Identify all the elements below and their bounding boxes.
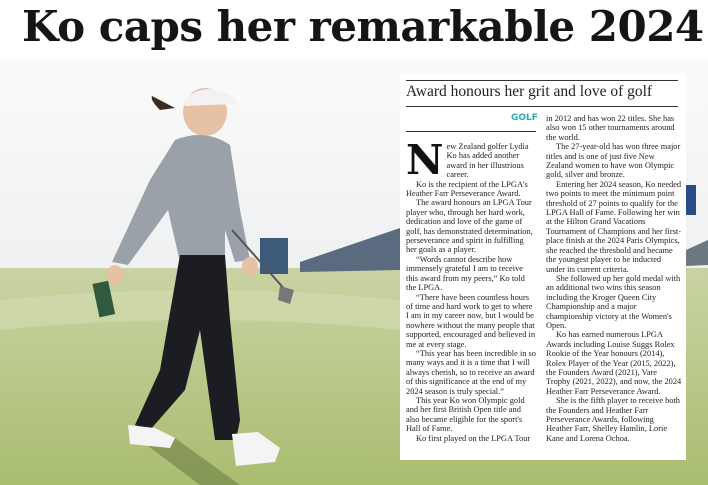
section-rule — [406, 131, 536, 132]
paragraph: The 27-year-old has won three major titles and is one of just five New Zealand women to have won Olympic gold, silver and bronze. — [546, 142, 681, 180]
subhead: Award honours her grit and love of golf — [406, 83, 653, 100]
paragraph: “This year has been incredible in so many ways and it is a time that I will always cherish, so to receive an award of this significance at the end of my 2024 season is truly special.” — [406, 348, 536, 396]
article-column-1 — [406, 136, 536, 443]
paragraph: ew Zealand golfer Lydia Ko has added another award in her illustrious career. — [446, 142, 529, 180]
section-label: GOLF — [511, 113, 538, 123]
subhead-rule — [406, 106, 678, 107]
paragraph: in 2012 and has won 22 titles. She has also won 15 other tournaments around the world. — [546, 114, 675, 142]
paragraph: This year Ko won Olympic gold and her first British Open title and also became eligible for the sport's Hall of Fame. — [406, 395, 525, 434]
article — [400, 74, 686, 460]
headline: Ko caps her remarkable 2024 — [22, 2, 704, 51]
article-column-2 — [546, 114, 682, 443]
paragraph: “Words cannot describe how immensely grateful I am to receive this award from my peers,” Ko told the LPGA. — [406, 254, 525, 293]
paragraph: “There have been countless hours of time and hard work to get to where I am in my career now, but I would be nowhere without the many people that supported, encouraged and believed in me at every stage. — [406, 292, 536, 349]
top-rule — [406, 80, 678, 81]
paragraph: The award honours an LPGA Tour player who, through her hard work, dedication and love of the game of golf, has demonstrated determination, perseverance and spirit in fulfilling her goals as a player. — [406, 198, 533, 255]
paragraph: Ko has earned numerous LPGA Awards including Louise Suggs Rolex Rookie of the Year honours (2014), Rolex Player of the Year (2015, 2022), the Founders Award (2021), Vare Trophy (2021, 2022), and now, the 2024 Heather Farr Perseverance Award. — [546, 330, 682, 396]
paragraph: Ko first played on the LPGA Tour — [416, 433, 531, 443]
drop-cap: N — [406, 136, 444, 184]
paragraph: She is the fifth player to receive both the Founders and Heather Farr Perseverance Awards, following Heather Farr, Shelley Hamlin, Lorie Kane and Lorena Ochoa. — [546, 396, 680, 443]
paragraph: Ko is the recipient of the LPGA's Heather Farr Perseverance Award. — [406, 179, 528, 199]
paragraph: Entering her 2024 season, Ko needed two points to meet the minimum point threshold of 27 points to qualify for the LPGA Hall of Fame. Following her win at the Hilton Grand Vacations Tournament of Champions and her first-place finish at the 2024 Paris Olympics, she reached the threshold and became the youngest player to be inducted under its current criteria. — [546, 179, 682, 274]
paragraph: She followed up her gold medal with an additional two wins this season including the Kroger Queen City Championship and a major championship victory at the Women's Open. — [546, 273, 681, 330]
